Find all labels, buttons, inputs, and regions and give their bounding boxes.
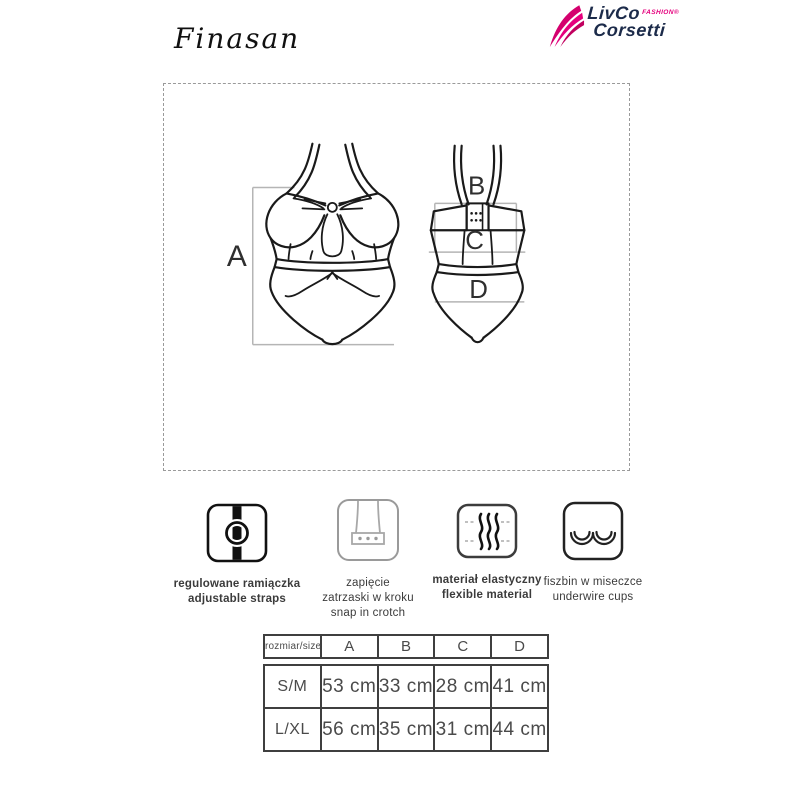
- brand-wordmark: [586, 4, 680, 39]
- feature-caption-line: adjustable straps: [188, 593, 286, 605]
- size-table-cell: 31 cm: [434, 708, 491, 751]
- page-title: Finasan: [174, 22, 301, 55]
- size-row-label: L/XL: [264, 708, 321, 751]
- feature-underwire-cups: [518, 500, 668, 605]
- size-table-cell: 35 cm: [378, 708, 435, 751]
- size-table-cell: 53 cm: [321, 665, 378, 708]
- feature-caption-line: underwire cups: [552, 591, 634, 603]
- feature-caption-line: zapięcie: [346, 577, 390, 589]
- feature-caption-line: flexible material: [441, 589, 533, 601]
- size-table-header-cell: rozmiar/size: [264, 635, 321, 658]
- clasp-dots: [470, 212, 482, 222]
- size-diagram-panel: [163, 83, 630, 471]
- feature-caption-line: regulowane ramiączka: [173, 578, 301, 590]
- size-table-body: [263, 664, 549, 752]
- bodysuit-measure-drawing: [164, 84, 629, 470]
- measure-label-c: C: [465, 227, 484, 256]
- feature-caption-line: zatrzaski w kroku: [322, 592, 414, 604]
- size-table-header-cell: A: [321, 635, 378, 658]
- brand-name-corsetti: Corsetti: [592, 20, 667, 40]
- adjustable-straps-icon: [205, 502, 269, 569]
- size-table-cell: 56 cm: [321, 708, 378, 751]
- measure-label-a: A: [226, 240, 247, 274]
- underwire-cups-icon: [561, 500, 625, 567]
- size-table-cell: 28 cm: [434, 665, 491, 708]
- size-row-label: S/M: [264, 665, 321, 708]
- size-table-row: [264, 708, 548, 751]
- measure-label-b: B: [467, 172, 486, 201]
- bodysuit-front-drawing: [266, 144, 398, 344]
- size-table: [263, 634, 549, 752]
- size-table-row: [264, 665, 548, 708]
- flexible-material-icon: [455, 502, 519, 565]
- brand-tagline: FASHION®: [641, 9, 680, 16]
- snap-crotch-icon: [335, 497, 401, 568]
- feature-caption-line: fiszbin w miseczce: [543, 576, 643, 588]
- size-table-header: [263, 634, 549, 659]
- size-table-header-cell: C: [434, 635, 491, 658]
- size-table-header-cell: B: [378, 635, 435, 658]
- measure-label-d: D: [469, 275, 488, 304]
- feature-caption-line: materiał elastyczny: [432, 574, 542, 586]
- size-table-cell: 44 cm: [491, 708, 548, 751]
- feature-caption-line: snap in crotch: [330, 607, 406, 619]
- brand-swoosh-icon: [547, 4, 585, 57]
- size-table-cell: 33 cm: [378, 665, 435, 708]
- size-table-cell: 41 cm: [491, 665, 548, 708]
- feature-adjustable-straps: [162, 502, 312, 607]
- size-table-header-cell: D: [491, 635, 548, 658]
- brand-name-livco: LivCo: [586, 3, 641, 23]
- brand-logo: [547, 4, 678, 57]
